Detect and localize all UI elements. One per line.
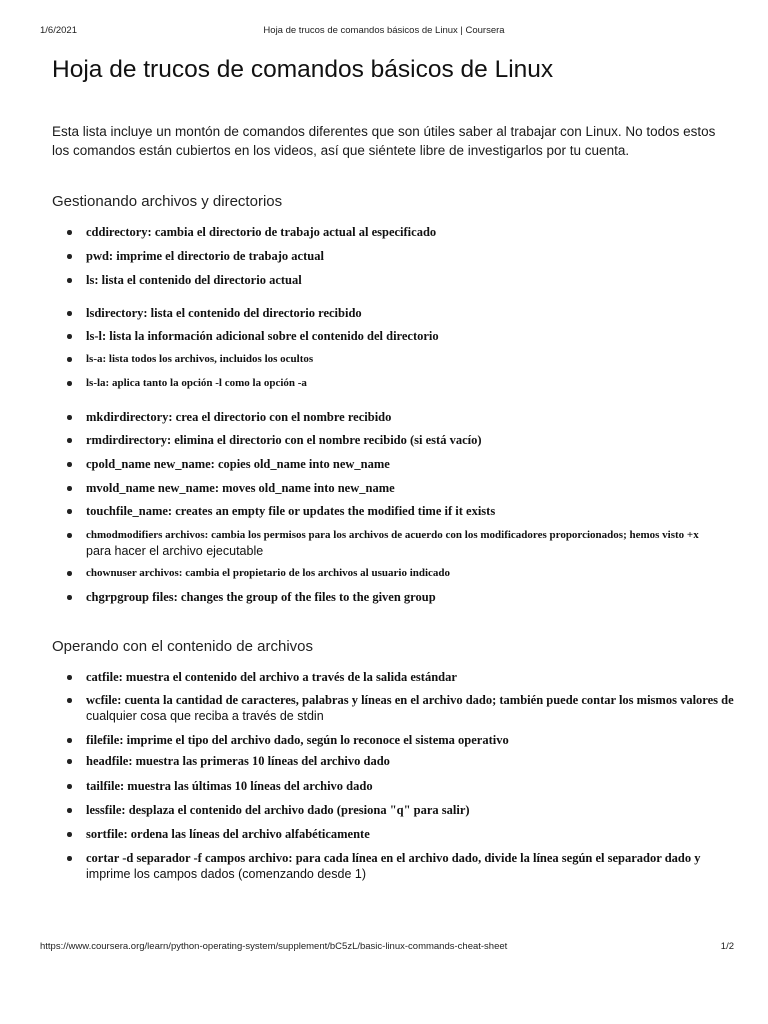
- list-item-text: touchfile_name: creates an empty file or updates the modified time if it exists: [86, 504, 496, 518]
- list-item-text: cortar -d separador -f campos archivo: para cada línea en el archivo dado, divide la línea según el separador dado y: [86, 851, 701, 865]
- intro-paragraph: [52, 122, 722, 160]
- list-item: [86, 565, 736, 581]
- list-item: [86, 669, 736, 685]
- list-item: [86, 692, 736, 724]
- list-item: [86, 480, 736, 496]
- intro-line: Esta lista incluye un montón de comandos diferentes que son útiles saber al trabajar con Linux. No todos estos: [52, 124, 716, 139]
- list-item: [86, 272, 736, 288]
- list-item-text: ls-l: lista la información adicional sobre el contenido del directorio: [86, 329, 439, 343]
- print-page-title: Hoja de trucos de comandos básicos de Linux | Coursera: [263, 25, 505, 36]
- page-url: https://www.coursera.org/learn/python-operating-system/supplement/bC5zL/basic-linux-commands-cheat-sheet: [40, 941, 508, 952]
- list-item: [86, 351, 736, 367]
- list-item: [86, 753, 736, 769]
- list-item-text: chownuser archivos: cambia el propietario de los archivos al usuario indicado: [86, 567, 451, 579]
- list-item-text: cpold_name new_name: copies old_name into new_name: [86, 457, 390, 471]
- list-item: [86, 456, 736, 472]
- list-item-text: ls: lista el contenido del directorio actual: [86, 273, 302, 287]
- list-item: [86, 328, 736, 344]
- list-item-continuation: cualquier cosa que reciba a través de stdin: [86, 709, 324, 723]
- list-item-text: mvold_name new_name: moves old_name into new_name: [86, 481, 395, 495]
- list-item-text: ls-la: aplica tanto la opción -l como la opción -a: [86, 377, 307, 389]
- list-item: [86, 826, 736, 842]
- list-item-text: chmodmodifiers archivos: cambia los permisos para los archivos de acuerdo con los modificadores proporcionados; hemos visto +x: [86, 529, 699, 541]
- list-item: [86, 850, 736, 882]
- list-item-text: sortfile: ordena las líneas del archivo alfabéticamente: [86, 827, 370, 841]
- list-item-text: pwd: imprime el directorio de trabajo actual: [86, 249, 324, 263]
- list-item-text: filefile: imprime el tipo del archivo dado, según lo reconoce el sistema operativo: [86, 733, 509, 747]
- list-item-text: ls-a: lista todos los archivos, incluidos los ocultos: [86, 353, 314, 365]
- list-item: [86, 375, 736, 391]
- list-item-text: cddirectory: cambia el directorio de trabajo actual al especificado: [86, 225, 437, 239]
- page-title: Hoja de trucos de comandos básicos de Linux: [52, 56, 554, 83]
- list-item-text: tailfile: muestra las últimas 10 líneas del archivo dado: [86, 779, 373, 793]
- list-item-text: lessfile: desplaza el contenido del archivo dado (presiona "q" para salir): [86, 803, 470, 817]
- list-item-text: headfile: muestra las primeras 10 líneas del archivo dado: [86, 754, 390, 768]
- list-item-text: rmdirdirectory: elimina el directorio con el nombre recibido (si está vacío): [86, 433, 482, 447]
- list-item: [86, 527, 736, 559]
- list-item: [86, 224, 736, 240]
- page-number: 1/2: [720, 941, 734, 952]
- list-item: [86, 778, 736, 794]
- print-date: 1/6/2021: [40, 25, 77, 36]
- section-title-file-contents: Operando con el contenido de archivos: [52, 638, 314, 655]
- list-item-continuation: para hacer el archivo ejecutable: [86, 544, 264, 558]
- list-item: [86, 409, 736, 425]
- list-item-text: mkdirdirectory: crea el directorio con el nombre recibido: [86, 410, 392, 424]
- section-title-files: Gestionando archivos y directorios: [52, 193, 283, 210]
- list-item-continuation: imprime los campos dados (comenzando desde 1): [86, 867, 366, 881]
- list-item: [86, 305, 736, 321]
- intro-line: los comandos están cubiertos en los videos, así que siéntete libre de investigarlos por tu cuenta.: [52, 143, 630, 158]
- list-item: [86, 503, 736, 519]
- list-item-text: lsdirectory: lista el contenido del directorio recibido: [86, 306, 362, 320]
- list-item-text: chgrpgroup files: changes the group of the files to the given group: [86, 590, 436, 604]
- list-item-text: catfile: muestra el contenido del archivo a través de la salida estándar: [86, 670, 457, 684]
- list-item: [86, 248, 736, 264]
- list-item: [86, 732, 736, 748]
- list-item: [86, 589, 736, 605]
- list-item: [86, 802, 736, 818]
- list-item: [86, 432, 736, 448]
- list-item-text: wcfile: cuenta la cantidad de caracteres, palabras y líneas en el archivo dado; también puede contar los mismos valores de: [86, 693, 734, 707]
